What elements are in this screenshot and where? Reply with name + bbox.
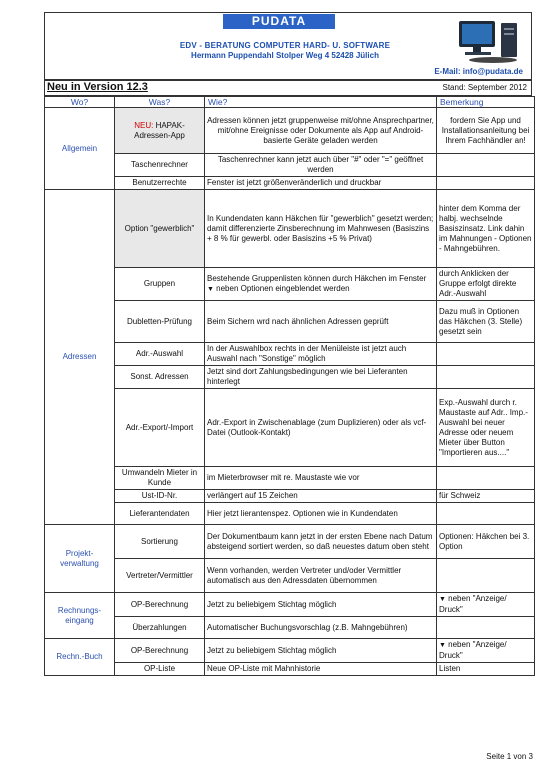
item-description-part: Bestehende Gruppenlisten können durch Häkchen im Fenster xyxy=(207,273,427,283)
item-description: Adressen können jetzt gruppenweise mit/ohne Ansprechpartner, mit/ohne Ereignisse oder Dokumente als App auf Android-basierte Geräte geladen werden xyxy=(205,108,437,154)
item-name: Adr.-Export/-Import xyxy=(115,389,205,467)
table-row xyxy=(45,343,535,366)
table-row xyxy=(45,503,535,525)
item-remark: Dazu muß in Optionen das Häkchen (3. Stelle) gesetzt sein xyxy=(437,301,535,343)
item-description: Beim Sichern wrd nach ähnlichen Adressen geprüft xyxy=(205,301,437,343)
item-name: Lieferantendaten xyxy=(115,503,205,525)
item-name: OP-Berechnung xyxy=(115,639,205,663)
item-remark: hinter dem Komma der halbj. wechselnde Basiszinsatz. Link dahin im Mahnungen - Optionen - Mahngebühren. xyxy=(437,190,535,268)
group-allgemein: Allgemein xyxy=(45,108,115,190)
item-name: Dubletten-Prüfung xyxy=(115,301,205,343)
dropdown-arrow-icon: ▼ xyxy=(439,596,446,603)
item-remark xyxy=(437,503,535,525)
item-description: Jetzt zu beliebigem Stichtag möglich xyxy=(205,639,437,663)
item-description xyxy=(205,268,437,301)
item-name: Umwandeln Mieter in Kunde xyxy=(115,467,205,490)
item-name xyxy=(115,108,205,154)
stand-date: Stand: September 2012 xyxy=(442,83,527,92)
table-row xyxy=(45,639,535,663)
item-description: Automatischer Buchungsvorschlag (z.B. Mahngebühren) xyxy=(205,617,437,639)
item-remark: Exp.-Auswahl durch r. Maustaste auf Adr.. Imp.-Auswahl bei neuer Adresse oder neuem Mieter über Button "Importieren aus...." xyxy=(437,389,535,467)
item-name: Taschenrechner xyxy=(115,154,205,177)
document-page xyxy=(44,12,532,676)
col-wo: Wo? xyxy=(45,97,115,108)
item-description: In Kundendaten kann Häkchen für "gewerblich" gesetzt werden; damit differenzierte Zinsberechnung im Mahnwesen (Basiszins + 8 % für gewerbl. oder Basiszins +5 % Privat) xyxy=(205,190,437,268)
col-bemerkung: Bemerkung xyxy=(437,97,535,108)
table-row xyxy=(45,366,535,389)
table-row xyxy=(45,490,535,503)
item-name: Gruppen xyxy=(115,268,205,301)
title-bar xyxy=(44,79,532,96)
item-description: verlängert auf 15 Zeichen xyxy=(205,490,437,503)
group-projektverwaltung: Projekt-verwaltung xyxy=(45,525,115,593)
item-description: Fenster ist jetzt größenveränderlich und druckbar xyxy=(205,177,437,190)
changes-table xyxy=(44,96,535,676)
item-remark: fordern Sie App und Installationsanleitung bei Ihrem Fachhändler an! xyxy=(437,108,535,154)
item-description: Der Dokumentbaum kann jetzt in der ersten Ebene nach Datum absteigend sortiert werden, so daß neuestes datum oben steht xyxy=(205,525,437,559)
table-row xyxy=(45,389,535,467)
item-remark xyxy=(437,467,535,490)
table-row xyxy=(45,467,535,490)
col-was: Was? xyxy=(115,97,205,108)
brand-logo: PUDATA xyxy=(223,14,335,29)
company-email: E-Mail: info@pudata.de xyxy=(434,67,523,76)
item-description: Neue OP-Liste mit Mahnhistorie xyxy=(205,663,437,676)
computer-icon xyxy=(457,19,525,65)
table-row xyxy=(45,154,535,177)
item-description: Hier jetzt lierantenspez. Optionen wie in Kundendaten xyxy=(205,503,437,525)
company-tagline: EDV - BERATUNG COMPUTER HARD- U. SOFTWARE xyxy=(179,41,391,50)
item-remark-text: neben "Anzeige/ Druck" xyxy=(439,640,507,660)
item-remark xyxy=(437,343,535,366)
item-description: Taschenrechner kann jetzt auch über "#" oder "=" geöffnet werden xyxy=(205,154,437,177)
item-name: OP-Liste xyxy=(115,663,205,676)
col-wie: Wie? xyxy=(205,97,437,108)
item-description: Jetzt zu beliebigem Stichtag möglich xyxy=(205,593,437,617)
item-name: OP-Berechnung xyxy=(115,593,205,617)
new-badge: NEU: xyxy=(134,120,154,130)
item-description: im Mieterbrowser mit re. Maustaste wie vor xyxy=(205,467,437,490)
item-label: HAPAK-Adressen-App xyxy=(134,120,185,140)
item-description: Wenn vorhanden, werden Vertreter und/oder Vermittler automatisch aus den Adressdaten übernommen xyxy=(205,559,437,593)
item-remark xyxy=(437,617,535,639)
item-description-part: neben Optionen eingeblendet werden xyxy=(213,283,350,293)
item-remark xyxy=(437,154,535,177)
item-name: Ust-ID-Nr. xyxy=(115,490,205,503)
company-address: Hermann Puppendahl Stolper Weg 4 52428 Jülich xyxy=(191,51,379,60)
item-description: Jetzt sind dort Zahlungsbedingungen wie bei Lieferanten hinterlegt xyxy=(205,366,437,389)
item-name: Sonst. Adressen xyxy=(115,366,205,389)
table-row xyxy=(45,559,535,593)
item-name: Überzahlungen xyxy=(115,617,205,639)
table-row xyxy=(45,617,535,639)
item-remark: durch Anklicken der Gruppe erfolgt direkte Adr.-Auswahl xyxy=(437,268,535,301)
page-number: Seite 1 von 3 xyxy=(486,752,533,761)
group-rechnungseingang: Rechnungs-eingang xyxy=(45,593,115,639)
table-row xyxy=(45,177,535,190)
item-name: Sortierung xyxy=(115,525,205,559)
group-adressen: Adressen xyxy=(45,190,115,525)
table-row xyxy=(45,593,535,617)
table-row xyxy=(45,663,535,676)
item-name: Adr.-Auswahl xyxy=(115,343,205,366)
item-name: Vertreter/Vermittler xyxy=(115,559,205,593)
item-remark xyxy=(437,593,535,617)
item-name: Benutzerrechte xyxy=(115,177,205,190)
item-remark: Listen xyxy=(437,663,535,676)
item-description: Adr.-Export in Zwischenablage (zum Duplizieren) oder als vcf-Datei (Outlook-Kontakt) xyxy=(205,389,437,467)
table-row xyxy=(45,108,535,154)
page-title: Neu in Version 12.3 xyxy=(47,81,148,93)
table-row xyxy=(45,190,535,268)
item-remark xyxy=(437,559,535,593)
dropdown-arrow-icon: ▼ xyxy=(207,285,214,293)
table-row xyxy=(45,525,535,559)
item-name: Option "gewerblich" xyxy=(115,190,205,268)
table-row xyxy=(45,268,535,301)
item-remark xyxy=(437,639,535,663)
item-remark: für Schweiz xyxy=(437,490,535,503)
item-remark: Optionen: Häkchen bei 3. Option xyxy=(437,525,535,559)
item-remark xyxy=(437,366,535,389)
item-remark-text: neben "Anzeige/ Druck" xyxy=(439,594,507,614)
table-row xyxy=(45,301,535,343)
table-header-row xyxy=(45,97,535,108)
dropdown-arrow-icon: ▼ xyxy=(439,642,446,649)
item-description: In der Auswahlbox rechts in der Menüleiste ist jetzt auch Auswahl nach "Sonstige" möglich xyxy=(205,343,437,366)
letterhead xyxy=(44,12,532,79)
item-remark xyxy=(437,177,535,190)
group-rechnungsbuch: Rechn.-Buch xyxy=(45,639,115,676)
